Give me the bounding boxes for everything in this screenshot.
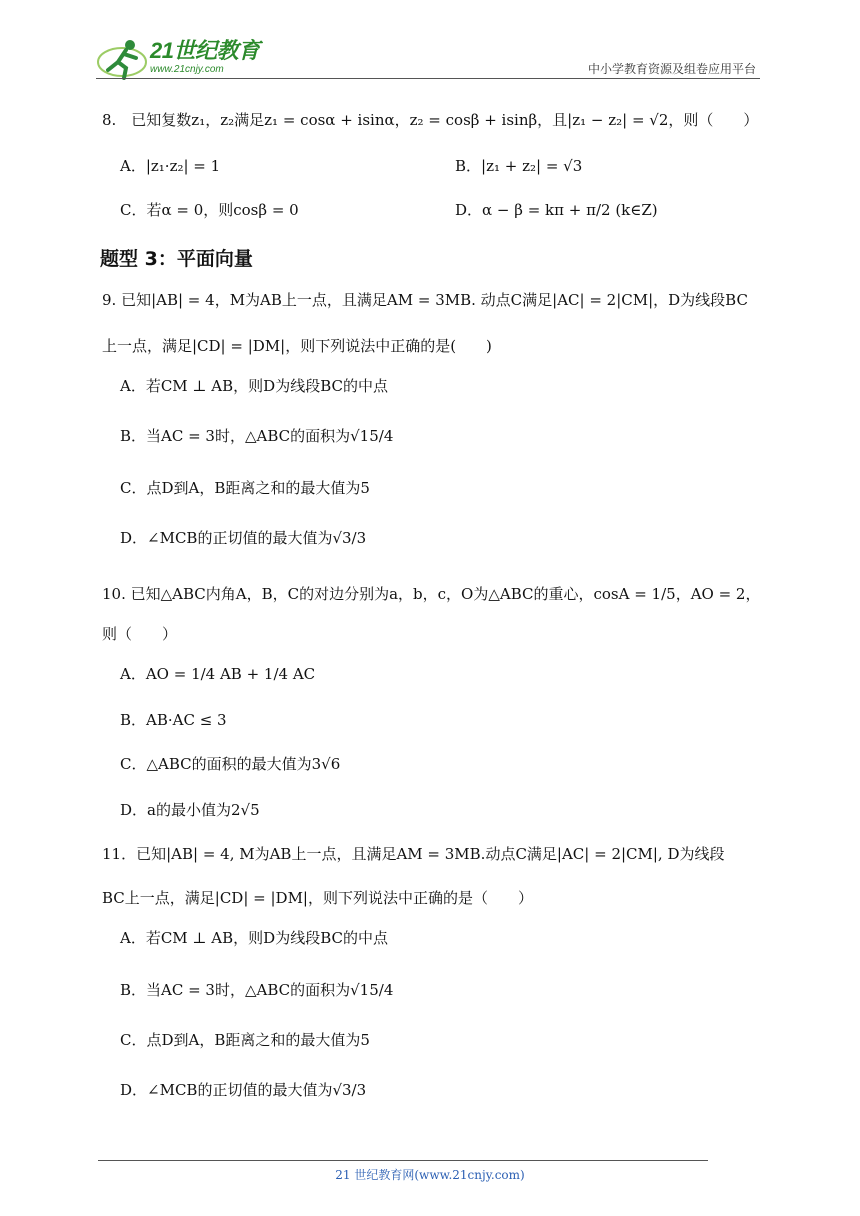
section-title: 题型 3：平面向量 bbox=[100, 248, 253, 270]
footer-text: 21 世纪教育网(www.21cnjy.com) bbox=[335, 1168, 525, 1182]
q9-option-b: B．当AC = 3时，△ABC的面积为√15/4 bbox=[120, 427, 394, 445]
q10-option-c: C．△ABC的面积的最大值为3√6 bbox=[120, 755, 341, 773]
q11-option-d: D．∠MCB的正切值的最大值为√3/3 bbox=[120, 1081, 367, 1099]
q10-stem-line1: 10. 已知△ABC内角A，B，C的对边分别为a，b，c，O为△ABC的重心，cosA = 1/5，AO = 2， bbox=[102, 585, 761, 603]
q9-stem-line1: 9. 已知|AB| = 4，M为AB上一点，且满足AM = 3MB. 动点C满足|AC| = 2|CM|，D为线段BC bbox=[102, 291, 748, 309]
q9-option-d: D．∠MCB的正切值的最大值为√3/3 bbox=[120, 529, 367, 547]
logo-url: www.21cnjy.com bbox=[150, 64, 224, 75]
q10-stem-line2: 则（ ） bbox=[102, 625, 178, 643]
q11-option-a: A．若CM ⊥ AB，则D为线段BC的中点 bbox=[120, 929, 388, 947]
header-divider bbox=[96, 78, 760, 79]
header-platform-text: 中小学教育资源及组卷应用平台 bbox=[587, 62, 756, 76]
q8-option-b: B．|z₁ + z₂| = √3 bbox=[455, 157, 583, 175]
footer-divider bbox=[98, 1160, 708, 1161]
q11-stem-line2: BC上一点，满足|CD| = |DM|，则下列说法中正确的是（ ） bbox=[102, 889, 533, 907]
q10-option-d: D．a的最小值为2√5 bbox=[120, 801, 260, 819]
q8-stem: 8. 已知复数z₁，z₂满足z₁ = cosα + isinα，z₂ = cosβ + isinβ，且|z₁ − z₂| = √2，则（ ） bbox=[102, 111, 759, 129]
q10-option-a: A．AO = 1/4 AB + 1/4 AC bbox=[120, 665, 316, 683]
q8-option-d: D．α − β = kπ + π/2 (k∈Z) bbox=[455, 201, 658, 219]
q10-option-b: B．AB·AC ≤ 3 bbox=[120, 711, 227, 729]
q11-option-b: B．当AC = 3时，△ABC的面积为√15/4 bbox=[120, 981, 394, 999]
q11-option-c: C．点D到A，B距离之和的最大值为5 bbox=[120, 1031, 370, 1049]
q8-option-c: C．若α = 0，则cosβ = 0 bbox=[120, 201, 299, 219]
q8-option-a: A．|z₁·z₂| = 1 bbox=[120, 157, 221, 175]
q9-stem-line2: 上一点，满足|CD| = |DM|，则下列说法中正确的是( ) bbox=[102, 337, 492, 355]
q9-option-c: C．点D到A，B距离之和的最大值为5 bbox=[120, 479, 370, 497]
logo-text: 21世纪教育 bbox=[150, 38, 260, 63]
q11-stem-line1: 11．已知|AB| = 4, M为AB上一点，且满足AM = 3MB.动点C满足|AC| = 2|CM|, D为线段 bbox=[102, 845, 725, 863]
q9-option-a: A．若CM ⊥ AB，则D为线段BC的中点 bbox=[120, 377, 388, 395]
